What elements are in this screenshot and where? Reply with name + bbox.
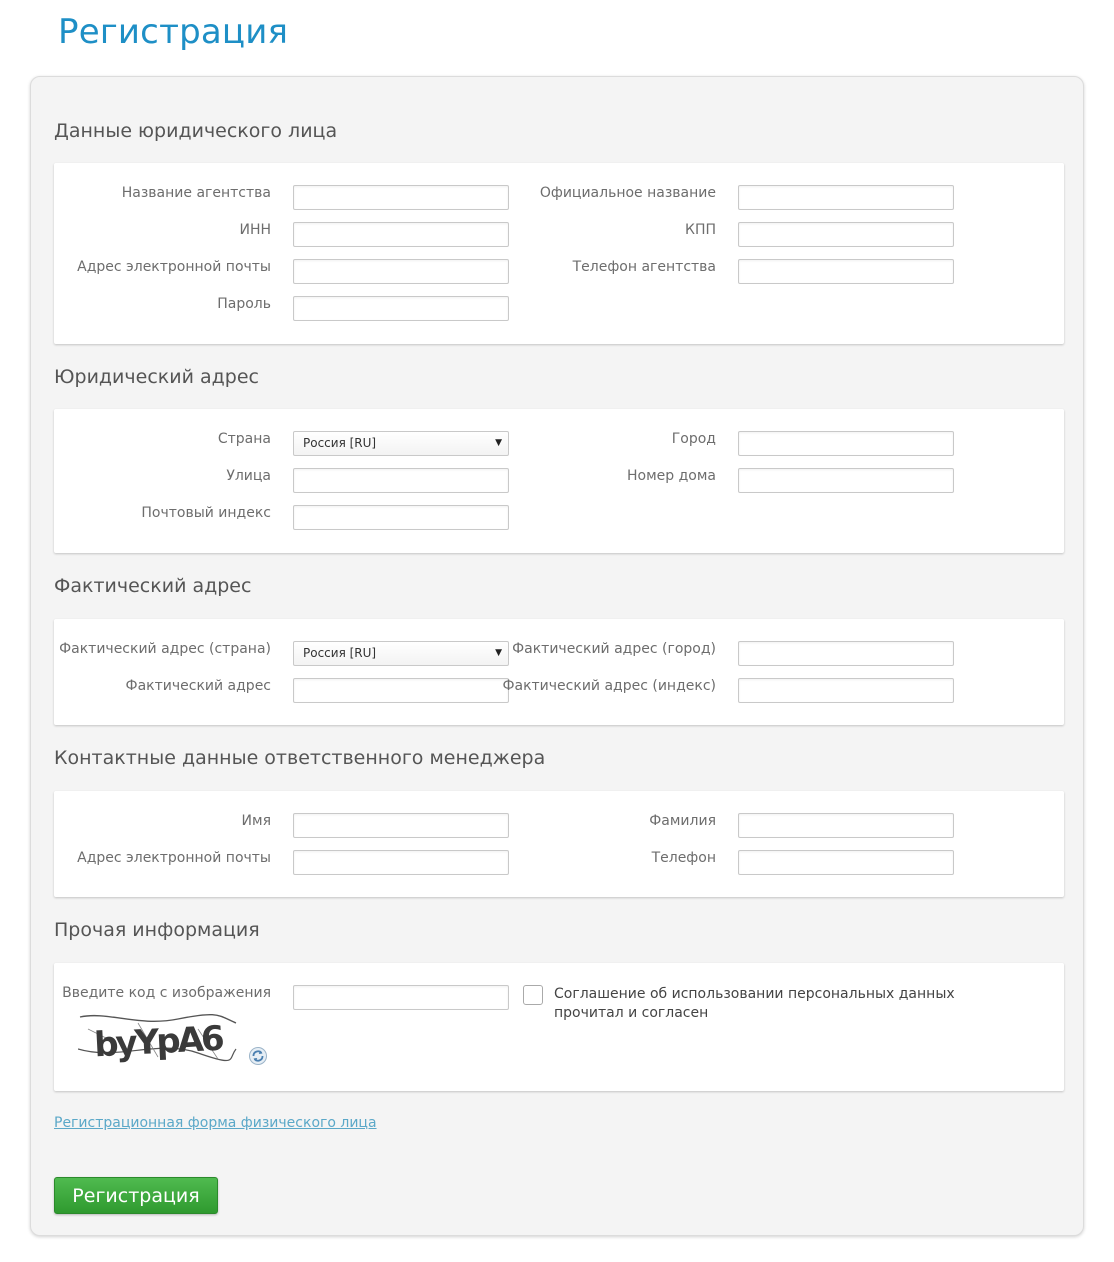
- inn-label: ИНН: [239, 222, 271, 238]
- password-input[interactable]: [293, 296, 509, 321]
- manager-phone-input[interactable]: [738, 850, 954, 875]
- agreement-text: Соглашение об использовании персональных данных прочитал и согласен: [554, 986, 955, 1021]
- agreement-checkbox[interactable]: [523, 985, 543, 1005]
- panel-other-info: [54, 963, 1064, 1091]
- actual-city-label: Фактический адрес (город): [512, 641, 716, 657]
- captcha-label: Введите код с изображения: [62, 985, 271, 1001]
- agency-phone-input[interactable]: [738, 259, 954, 284]
- house-number-label: Номер дома: [627, 468, 716, 484]
- official-name-input[interactable]: [738, 185, 954, 210]
- actual-address-input[interactable]: [293, 678, 509, 703]
- kpp-label: КПП: [685, 222, 716, 238]
- email-label: Адрес электронной почты: [77, 259, 271, 275]
- section-title-other-info: Прочая информация: [54, 919, 260, 941]
- city-label: Город: [671, 431, 716, 447]
- registration-form: [30, 76, 1084, 1236]
- register-button[interactable]: Регистрация: [54, 1177, 218, 1214]
- page-title: Регистрация: [58, 12, 289, 52]
- captcha-text: byYpA6: [93, 1018, 223, 1066]
- inn-input[interactable]: [293, 222, 509, 247]
- last-name-input[interactable]: [738, 813, 954, 838]
- captcha-image: [78, 1009, 238, 1067]
- manager-email-label: Адрес электронной почты: [77, 850, 271, 866]
- country-label: Страна: [217, 431, 271, 447]
- panel-legal-address: [54, 409, 1064, 553]
- actual-address-label: Фактический адрес: [125, 678, 271, 694]
- actual-postal-label: Фактический адрес (индекс): [502, 678, 716, 694]
- manager-email-input[interactable]: [293, 850, 509, 875]
- refresh-icon[interactable]: [248, 1046, 268, 1066]
- section-title-legal-address: Юридический адрес: [54, 366, 259, 388]
- dropdown-arrow-icon: ▼: [495, 648, 502, 658]
- panel-legal-entity: [54, 163, 1064, 344]
- postal-code-label: Почтовый индекс: [141, 505, 271, 521]
- agency-phone-label: Телефон агентства: [572, 259, 716, 275]
- password-label: Пароль: [217, 296, 271, 312]
- first-name-input[interactable]: [293, 813, 509, 838]
- postal-code-input[interactable]: [293, 505, 509, 530]
- panel-manager-contacts: [54, 791, 1064, 897]
- manager-phone-label: Телефон: [651, 850, 716, 866]
- agency-name-input[interactable]: [293, 185, 509, 210]
- actual-country-select[interactable]: [293, 641, 509, 666]
- house-number-input[interactable]: [738, 468, 954, 493]
- captcha-input[interactable]: [293, 985, 509, 1010]
- section-title-legal-entity: Данные юридического лица: [54, 120, 338, 142]
- actual-country-label: Фактический адрес (страна): [59, 641, 271, 657]
- last-name-label: Фамилия: [649, 813, 716, 829]
- section-title-manager-contacts: Контактные данные ответственного менеджера: [54, 747, 546, 769]
- actual-postal-input[interactable]: [738, 678, 954, 703]
- kpp-input[interactable]: [738, 222, 954, 247]
- email-input[interactable]: [293, 259, 509, 284]
- country-select[interactable]: [293, 431, 509, 456]
- panel-actual-address: [54, 619, 1064, 725]
- dropdown-arrow-icon: ▼: [495, 438, 502, 448]
- individual-registration-link[interactable]: Регистрационная форма физического лица: [54, 1115, 377, 1131]
- agency-name-label: Название агентства: [121, 185, 271, 201]
- city-input[interactable]: [738, 431, 954, 456]
- actual-city-input[interactable]: [738, 641, 954, 666]
- street-input[interactable]: [293, 468, 509, 493]
- first-name-label: Имя: [241, 813, 271, 829]
- actual-country-select-value: Россия [RU]: [303, 646, 377, 660]
- country-select-value: Россия [RU]: [303, 436, 377, 450]
- street-label: Улица: [226, 468, 271, 484]
- section-title-actual-address: Фактический адрес: [54, 575, 252, 597]
- official-name-label: Официальное название: [539, 185, 716, 201]
